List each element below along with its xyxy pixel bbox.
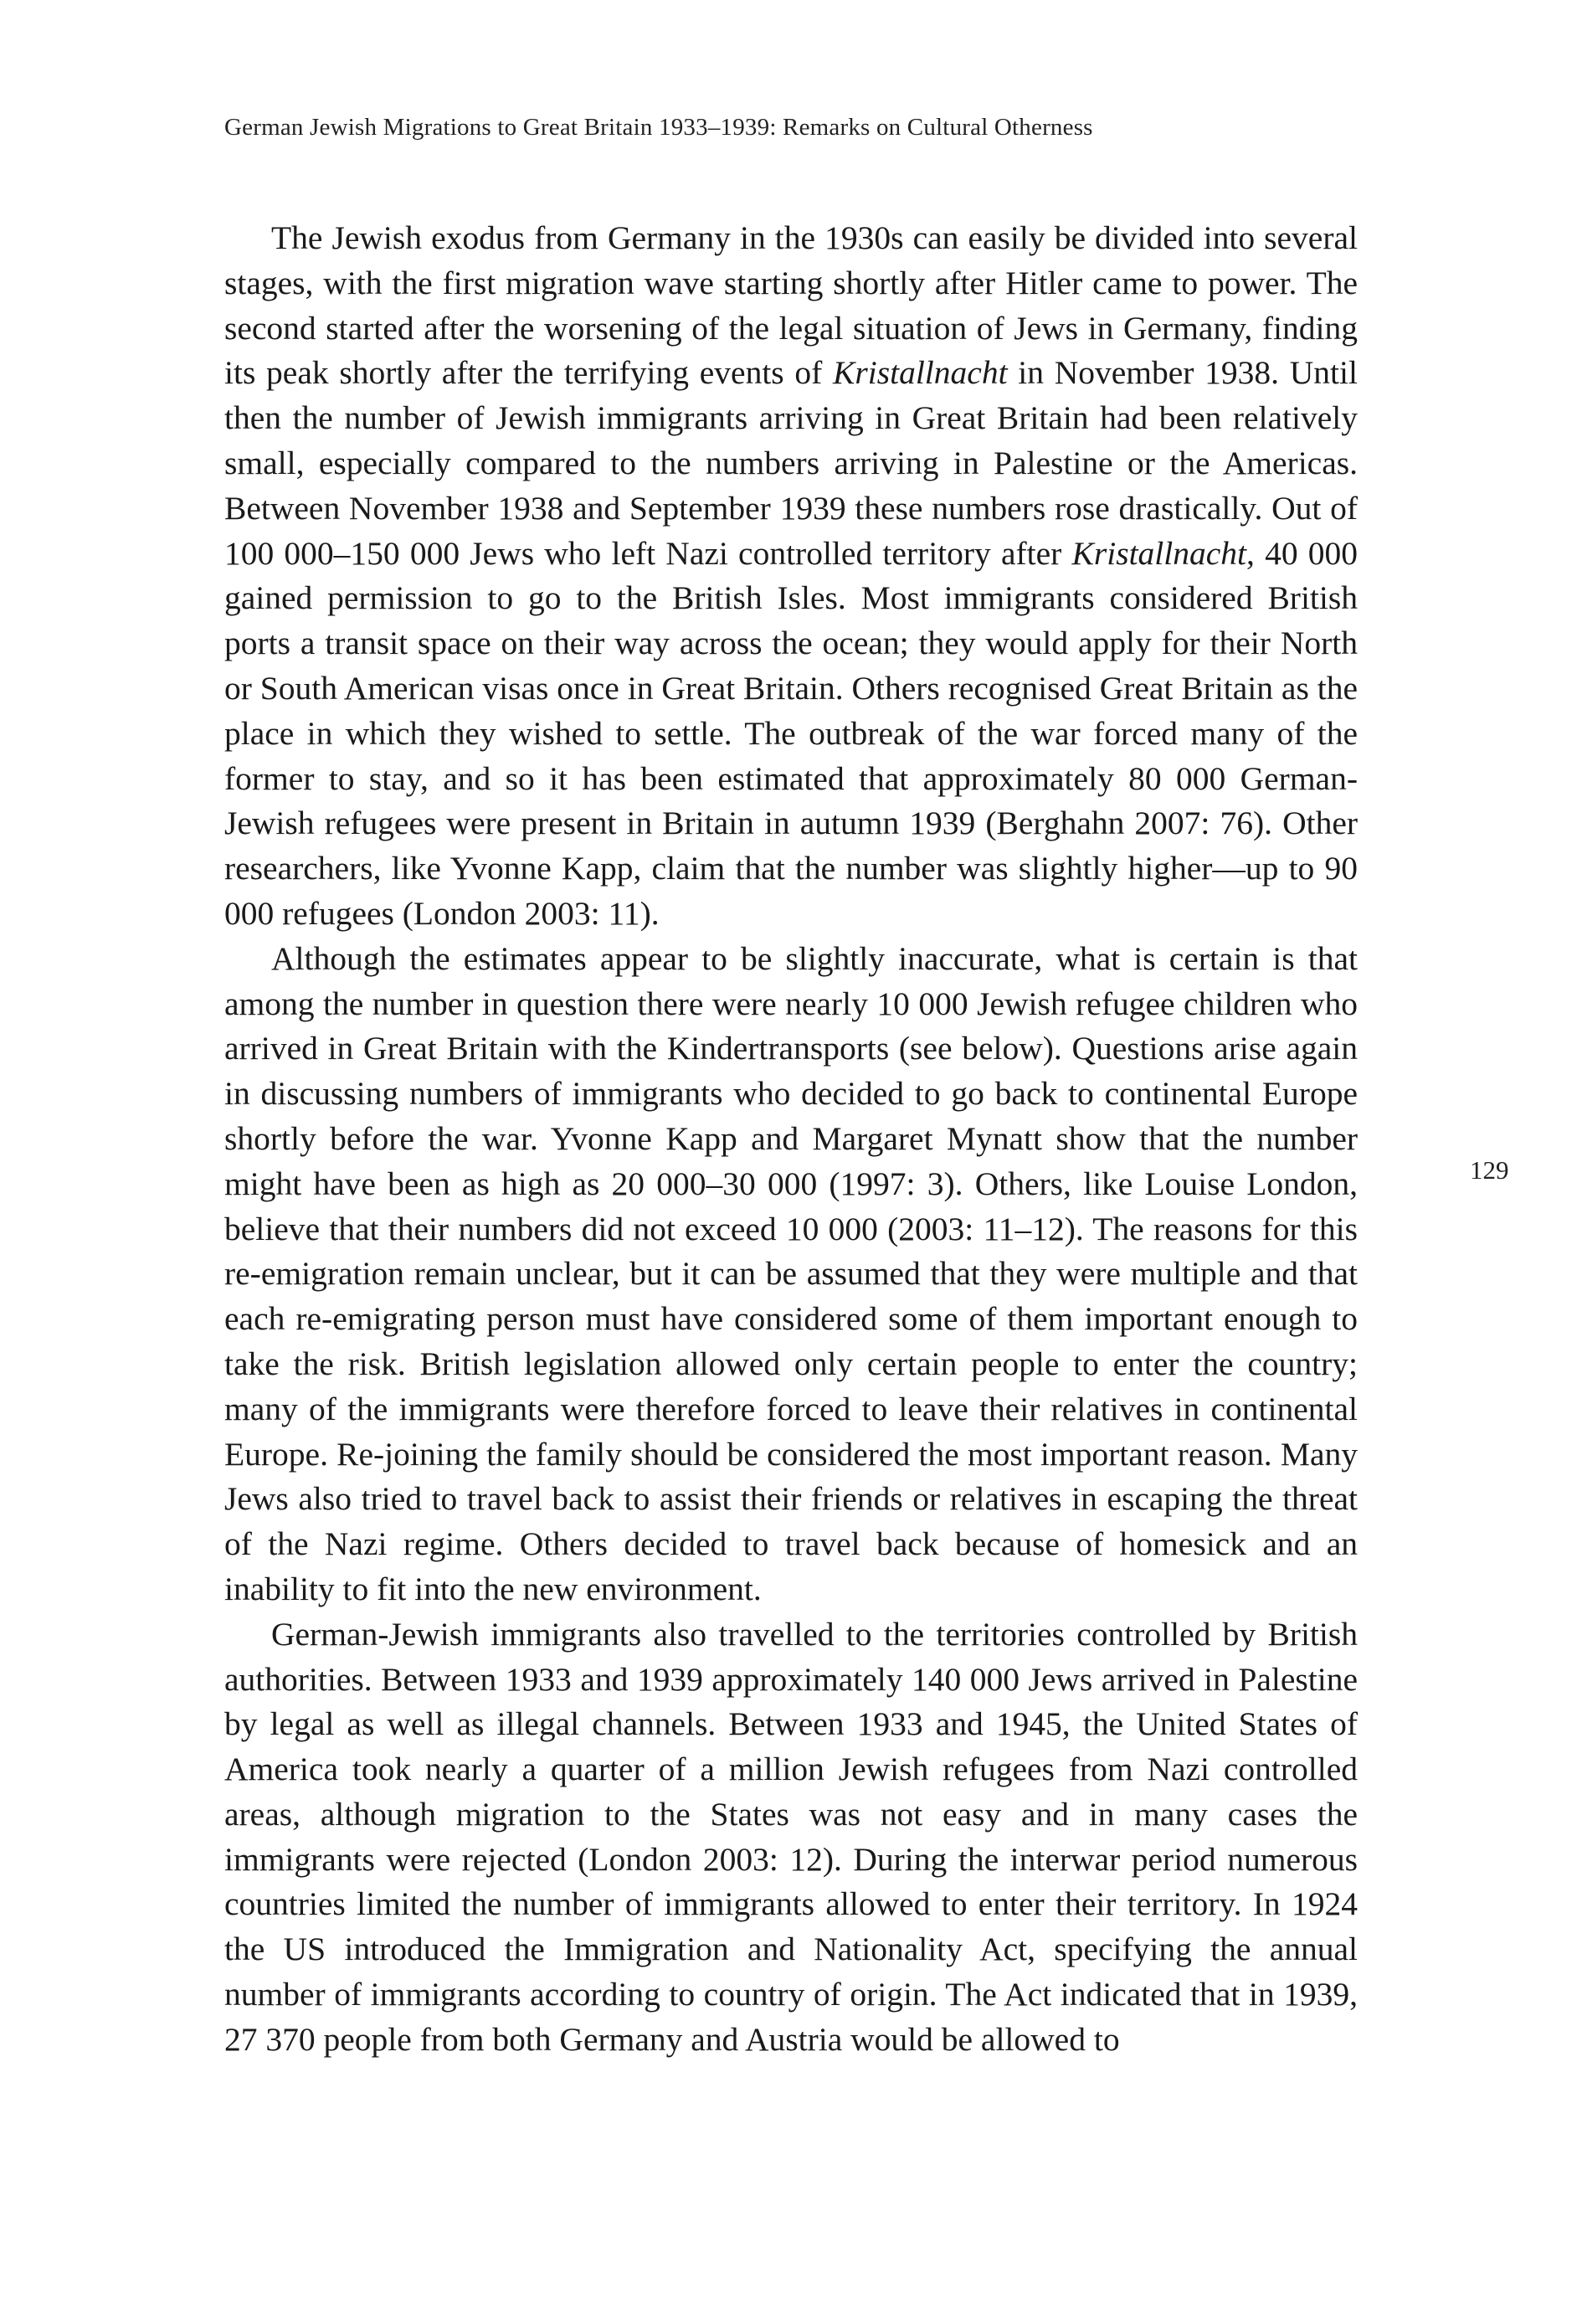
paragraph-text: The Jewish exodus from Germany in the 1930s can easily be divided into several stages, with the first migration wave starting shortly after Hitler came to power. The second started after the worsening of the legal situation of Jews in Germany, finding its peak shortly after the terrifying events of (224, 219, 1358, 392)
paragraph-text: Although the estimates appear to be slightly inaccurate, what is certain is that among the number in question there were nearly 10 000 Jewish refugee children who arrived in Great Britain with the Kindertransports (see below). Questions arise again in discussing numbers of immigrants who decided to go back to continental Europe shortly before the war. Yvonne Kapp and Margaret Mynatt show that the number might have been as high as 20 000–30 000 (1997: 3). Others, like Louise London, believe that their numbers did not exceed 10 000 (2003: 11–12). The reasons for this re-emigration remain unclear, but it can be assumed that they were multiple and that each re-emigrating person must have considered some of them important enough to take the risk. British legislation allowed only certain people to enter the country; many of the immigrants were therefore forced to leave their relatives in continental Europe. Re-joining the family should be considered the most important reason. Many Jews also tried to travel back to assist their friends or relatives in escaping the threat of the Nazi regime. Others decided to travel back because of homesick and an inability to fit into the new environment. (224, 939, 1358, 1607)
paragraph-text: , 40 000 gained permission to go to the British Isles. Most immigrants considered British ports a transit space on their way across the ocean; they would apply for their North or South American visas once in Great Britain. Others recognised Great Britain as the place in which they wished to settle. The outbreak of the war forced many of the former to stay, and so it has been estimated that approximately 80 000 German-Jewish refugees were present in Britain in autumn 1939 (Berghahn 2007: 76). Other researchers, like Yvonne Kapp, claim that the number was slightly higher—up to 90 000 refugees (London 2003: 11). (224, 534, 1359, 932)
paragraph-1 (224, 216, 1358, 937)
italic-term: Kristallnacht (833, 354, 1008, 392)
paragraph-text: German-Jewish immigrants also travelled to the territories controlled by British authorities. Between 1933 and 1939 approximately 140 000 Jews arrived in Palestine by legal as well as illegal channels. Between 1933 and 1945, the United States of America took nearly a quarter of a million Jewish refugees from Nazi controlled areas, although migration to the States was not easy and in many cases the immigrants were rejected (London 2003: 12). During the interwar period numerous countries limited the number of immigrants allowed to enter their territory. In 1924 the US introduced the Immigration and Nationality Act, specifying the annual number of immigrants according to country of origin. The Act indicated that in 1939, 27 370 people from both Germany and Austria would be allowed to (224, 1615, 1358, 2058)
body-text (224, 216, 1358, 2063)
italic-term: Kristallnacht (1071, 534, 1247, 572)
paragraph-text: in November 1938. Until then the number of Jewish immigrants arriving in Great Britain had been relatively small, especially compared to the numbers arriving in Palestine or the Americas. Between November 1938 and September 1939 these numbers rose drastically. Out of 100 000–150 000 Jews who left Nazi controlled territory after (224, 354, 1358, 572)
paragraph-2 (224, 937, 1358, 1612)
running-header: German Jewish Migrations to Great Britain 1933–1939: Remarks on Cultural Otherness (224, 114, 1093, 141)
page-number: 129 (1470, 1155, 1509, 1185)
paragraph-3 (224, 1612, 1358, 2063)
